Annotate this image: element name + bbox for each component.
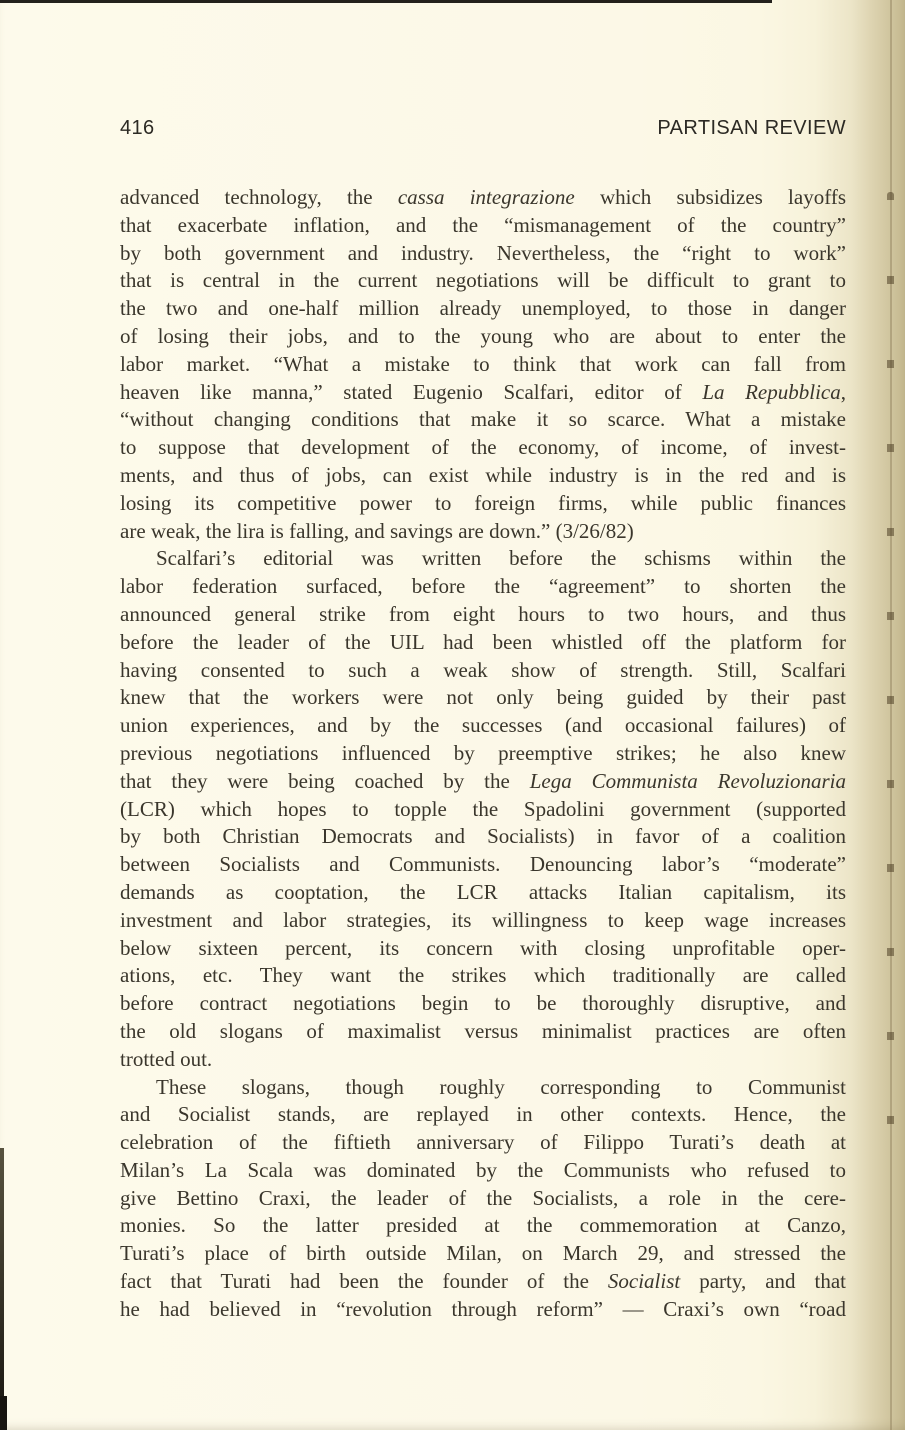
text-line: below sixteen percent, its concern with closing unprofitable oper-: [120, 935, 846, 960]
text-line: and Socialist stands, are replayed in other contexts. Hence, the: [120, 1102, 846, 1127]
text-line: that exacerbate inflation, and the “mismanagement of the country”: [120, 212, 846, 237]
text-line: the old slogans of maximalist versus minimalist practices are often: [120, 1018, 846, 1043]
scan-corner-mark: [0, 1396, 7, 1430]
text-line: of losing their jobs, and to the young who are about to enter the: [120, 323, 846, 348]
text-line: by both Christian Democrats and Socialists) in favor of a coalition: [120, 824, 846, 849]
text-line: labor market. “What a mistake to think that work can fall from: [120, 351, 846, 376]
text-line: to suppose that development of the economy, of income, of invest-: [120, 435, 846, 460]
text-line: give Bettino Craxi, the leader of the Socialists, a role in the cere-: [120, 1185, 846, 1210]
text-line: ments, and thus of jobs, can exist while industry is in the red and is: [120, 462, 846, 487]
paragraph: [120, 545, 846, 1073]
text-line: between Socialists and Communists. Denouncing labor’s “moderate”: [120, 852, 846, 877]
text-line: he had believed in “revolution through reform” — Craxi’s own “road: [120, 1296, 846, 1321]
text-line: celebration of the fiftieth anniversary of Filippo Turati’s death at: [120, 1130, 846, 1155]
text-line: fact that Turati had been the founder of the Socialist party, and that: [120, 1269, 846, 1294]
text-line: labor federation surfaced, before the “agreement” to shorten the: [120, 574, 846, 599]
text-line: knew that the workers were not only being guided by their past: [120, 685, 846, 710]
text-column: [120, 184, 846, 1324]
text-line: heaven like manna,” stated Eugenio Scalfari, editor of La Repubblica,: [120, 379, 846, 404]
text-line: before the leader of the UIL had been whistled off the platform for: [120, 629, 846, 654]
text-line: ations, etc. They want the strikes which traditionally are called: [120, 963, 846, 988]
text-line: advanced technology, the cassa integrazione which subsidizes layoffs: [120, 185, 846, 209]
text-line: investment and labor strategies, its willingness to keep wage increases: [120, 907, 846, 932]
page-header: [120, 117, 846, 140]
text-line: by both government and industry. Nevertheless, the “right to work”: [120, 240, 846, 265]
journal-title: PARTISAN REVIEW: [657, 117, 846, 139]
text-line: (LCR) which hopes to topple the Spadolini government (supported: [120, 796, 846, 821]
text-line: Milan’s La Scala was dominated by the Communists who refused to: [120, 1157, 846, 1182]
text-line: union experiences, and by the successes (and occasional failures) of: [120, 713, 846, 738]
text-line: losing its competitive power to foreign firms, while public finances: [120, 490, 846, 515]
text-line: before contract negotiations begin to be thoroughly disruptive, and: [120, 991, 846, 1016]
scan-left-border: [0, 1148, 4, 1430]
text-line: demands as cooptation, the LCR attacks Italian capitalism, its: [120, 879, 846, 904]
text-line: having consented to such a weak show of strength. Still, Scalfari: [120, 657, 846, 682]
text-line: that they were being coached by the Lega Communista Revoluzionaria: [120, 768, 846, 793]
text-line: previous negotiations influenced by preemptive strikes; he also knew: [120, 740, 846, 765]
text-line: Turati’s place of birth outside Milan, on March 29, and stressed the: [120, 1241, 846, 1266]
text-line: monies. So the latter presided at the commemoration at Canzo,: [120, 1213, 846, 1238]
scan-top-border: [0, 0, 772, 3]
text-line: are weak, the lira is falling, and savings are down.” (3/26/82): [120, 518, 634, 543]
text-line: that is central in the current negotiations will be difficult to grant to: [120, 268, 846, 293]
text-line: the two and one-half million already unemployed, to those in danger: [120, 296, 846, 321]
text-line: trotted out.: [120, 1046, 213, 1071]
paragraph: [120, 1074, 846, 1324]
page-edge-marks: [887, 192, 894, 1137]
text-line: Scalfari’s editorial was written before the schisms within the: [156, 546, 846, 571]
page-number: 416: [120, 117, 155, 139]
text-line: announced general strike from eight hours to two hours, and thus: [120, 601, 846, 626]
paragraph: [120, 184, 846, 545]
text-line: “without changing conditions that make it so scarce. What a mistake: [120, 407, 846, 432]
text-line: These slogans, though roughly corresponding to Communist: [156, 1074, 846, 1099]
